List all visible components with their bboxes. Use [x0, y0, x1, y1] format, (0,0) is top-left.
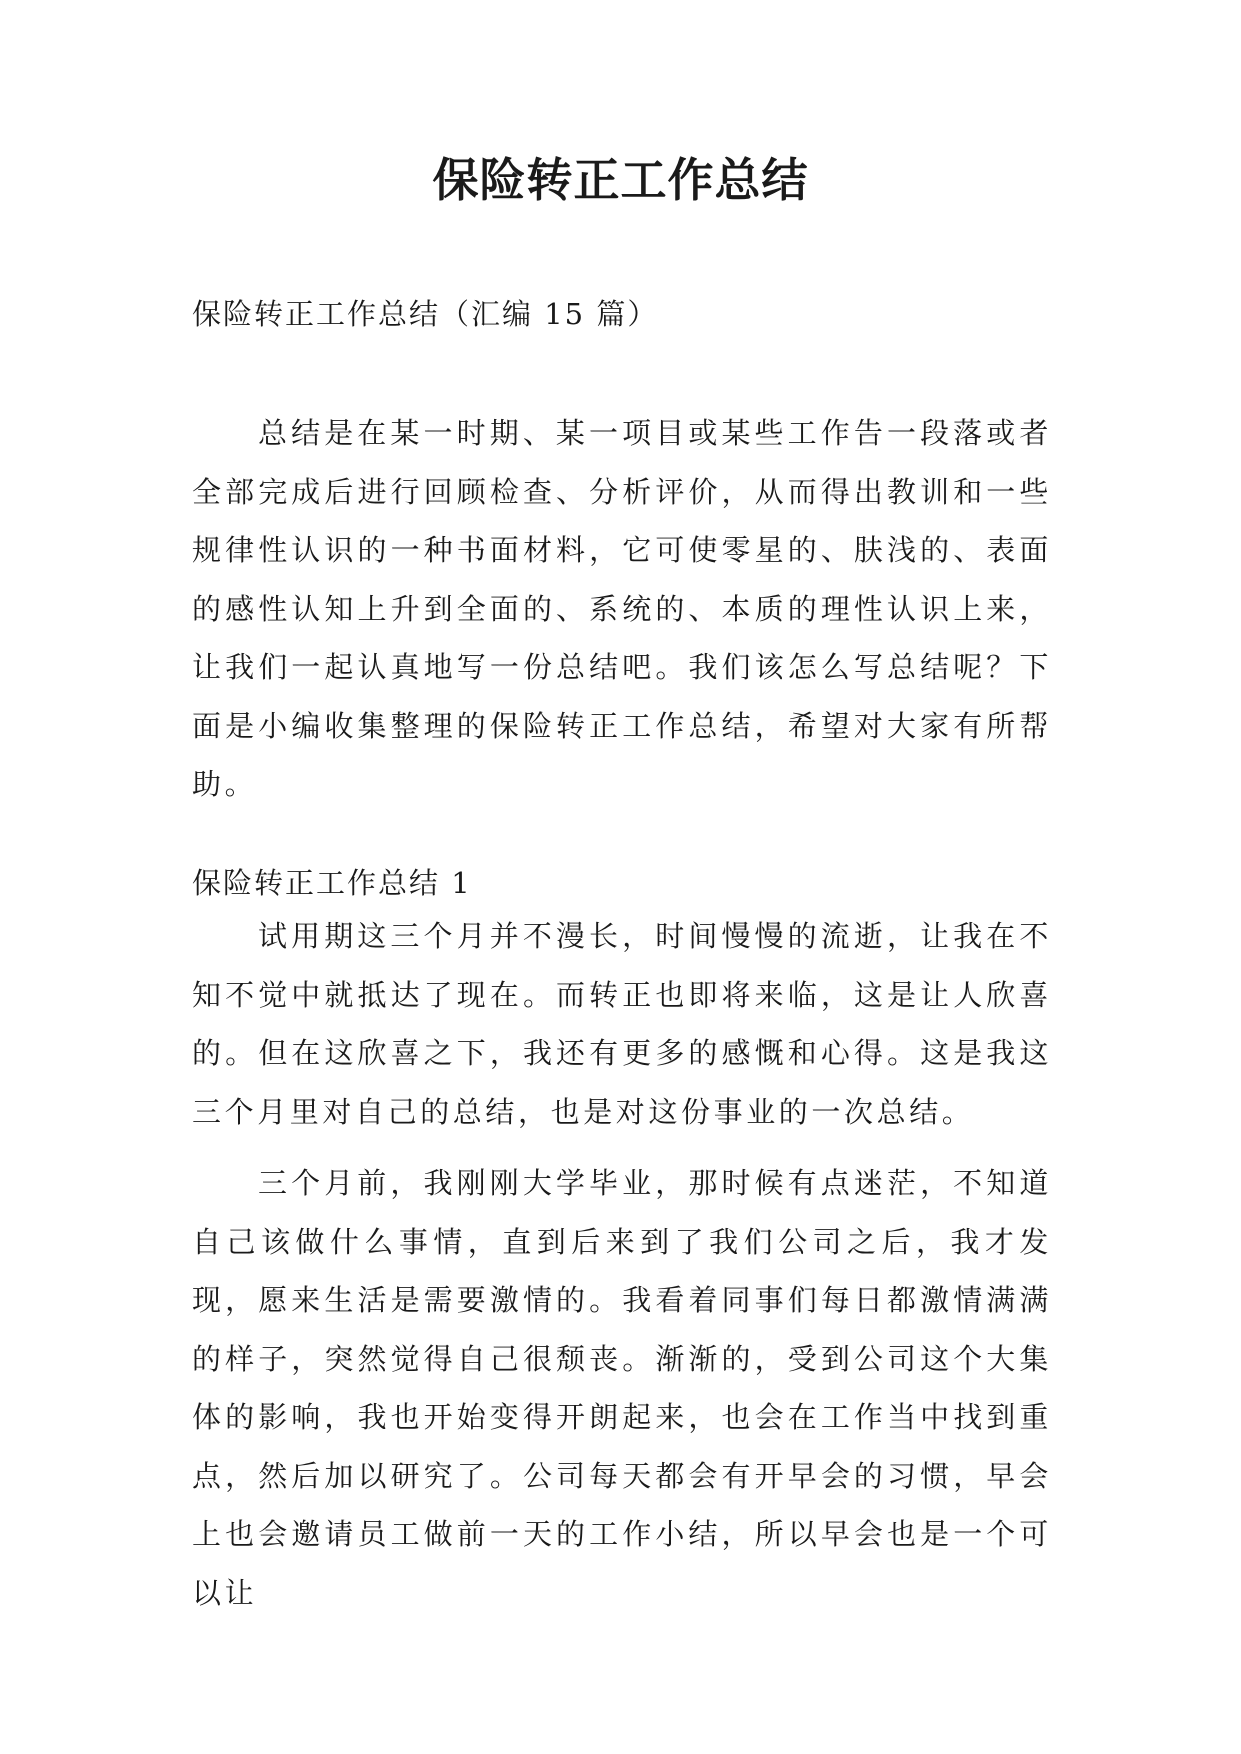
document-title: 保险转正工作总结	[432, 153, 809, 207]
body-paragraph-2: 三个月前，我刚刚大学毕业，那时候有点迷茫，不知道自己该做什么事情，直到后来到了我们公司之后，我才发现，愿来生活是需要激情的。我看着同事们每日都激情满满的样子，突然觉得自己很颓丧。渐渐的，受到公司这个大集体的影响，我也开始变得开朗起来，也会在工作当中找到重点，然后加以研究了。公司每天都会有开早会的习惯，早会上也会邀请员工做前一天的工作小结，所以早会也是一个可以让	[192, 1166, 1052, 1610]
body-paragraph-1: 试用期这三个月并不漫长，时间慢慢的流逝，让我在不知不觉中就抵达了现在。而转正也即将来临，这是让人欣喜的。但在这欣喜之下，我还有更多的感慨和心得。这是我这三个月里对自己的总结，也是对这份事业的一次总结。	[192, 919, 1052, 1129]
document-subtitle: 保险转正工作总结（汇编 15 篇）	[192, 297, 659, 331]
intro-paragraph: 总结是在某一时期、某一项目或某些工作告一段落或者全部完成后进行回顾检查、分析评价，从而得出教训和一些规律性认识的一种书面材料，它可使零星的、肤浅的、表面的感性认知上升到全面的、系统的、本质的理性认识上来，让我们一起认真地写一份总结吧。我们该怎么写总结呢？下面是小编收集整理的保险转正工作总结，希望对大家有所帮助。	[192, 416, 1052, 801]
section-heading: 保险转正工作总结 1	[192, 866, 472, 900]
